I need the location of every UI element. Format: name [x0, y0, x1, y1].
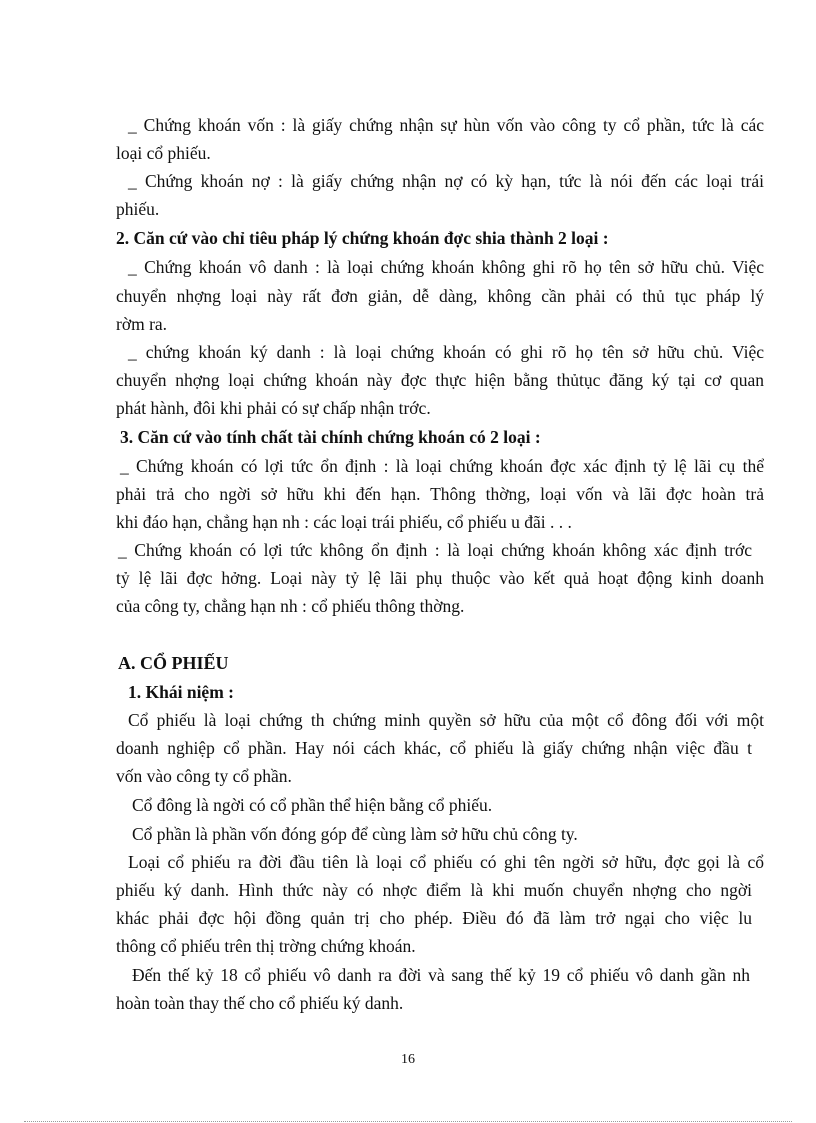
chapter-heading: A. CỔ PHIẾU — [118, 653, 229, 673]
text-line: Loại cổ phiếu ra đời đầu tiên là loại cổ phiếu có ghi tên ngời sở hữu, đợc gọi là cổ — [128, 852, 764, 872]
text-line: _ chứng khoán ký danh : là loại chứng khoán có ghi rõ họ tên sở hữu chủ. Việc — [128, 342, 764, 362]
text-line: Cổ phiếu là loại chứng th chứng minh quyền sở hữu của một cổ đông đối với một — [128, 710, 764, 730]
text-line: phiếu. — [116, 199, 160, 219]
text-line: tỷ lệ lãi đợc hởng. Loại này tỷ lệ lãi phụ thuộc vào kết quả hoạt động kinh doanh — [116, 568, 764, 588]
text-line: hoàn toàn thay thế cho cổ phiếu ký danh. — [116, 993, 404, 1013]
text-line: Cổ phần là phần vốn đóng góp để cùng làm sở hữu chủ công ty. — [132, 824, 578, 844]
text-line: loại cổ phiếu. — [116, 143, 211, 163]
text-line: Đến thế kỷ 18 cổ phiếu vô danh ra đời và sang thế kỷ 19 cổ phiếu vô danh gần nh — [132, 965, 750, 985]
text-line: phải trả cho ngời sở hữu khi đến hạn. Thông thờng, loại vốn và lãi đợc hoàn trả — [116, 484, 764, 504]
text-line: phiếu ký danh. Hình thức này có nhợc điểm là khi muốn chuyển nhợng cho ngời — [116, 880, 752, 900]
text-line: _ Chứng khoán có lợi tức ổn định : là loại chứng khoán đợc xác định tỷ lệ lãi cụ thể — [120, 456, 764, 476]
page-number: 16 — [401, 1052, 415, 1067]
page-edge-divider — [24, 1121, 792, 1122]
text-line: phát hành, đôi khi phải có sự chấp nhận trớc. — [116, 398, 431, 418]
text-line: _ Chứng khoán nợ : là giấy chứng nhận nợ có kỳ hạn, tức là nói đến các loại trái — [128, 171, 764, 191]
section-heading: 2. Căn cứ vào chỉ tiêu pháp lý chứng khoán đợc shia thành 2 loại : — [116, 228, 609, 248]
text-line: khác phải đợc hội đồng quản trị cho phép. Điều đó đã làm trở ngại cho việc lu — [116, 908, 752, 928]
text-line: vốn vào công ty cổ phần. — [116, 766, 292, 786]
section-heading: 1. Khái niệm : — [128, 682, 234, 702]
text-line: _ Chứng khoán có lợi tức không ổn định : là loại chứng khoán không xác định trớc — [118, 540, 752, 560]
text-line: doanh nghiệp cổ phần. Hay nói cách khác, cổ phiếu là giấy chứng nhận việc đầu t — [116, 738, 752, 758]
text-line: rờm ra. — [116, 314, 168, 334]
text-line: của công ty, chẳng hạn nh : cổ phiếu thông thờng. — [116, 596, 465, 616]
text-line: chuyển nhợng loại chứng khoán này đợc thực hiện bằng thủtục đăng ký tại cơ quan — [116, 370, 764, 390]
text-line: thông cổ phiếu trên thị trờng chứng khoán. — [116, 936, 416, 956]
section-heading: 3. Căn cứ vào tính chất tài chính chứng khoán có 2 loại : — [120, 427, 541, 447]
text-line: _ Chứng khoán vốn : là giấy chứng nhận sự hùn vốn vào công ty cổ phần, tức là các — [128, 115, 764, 135]
text-line: chuyển nhợng loại này rất đơn giản, dễ dàng, không cần phải có thủ tục pháp lý — [116, 286, 764, 306]
text-line: khi đáo hạn, chẳng hạn nh : các loại trái phiếu, cổ phiếu u đãi . . . — [116, 512, 572, 532]
text-line: Cổ đông là ngời có cổ phần thể hiện bằng cổ phiếu. — [132, 795, 493, 815]
text-line: _ Chứng khoán vô danh : là loại chứng khoán không ghi rõ họ tên sở hữu chủ. Việc — [128, 257, 764, 277]
